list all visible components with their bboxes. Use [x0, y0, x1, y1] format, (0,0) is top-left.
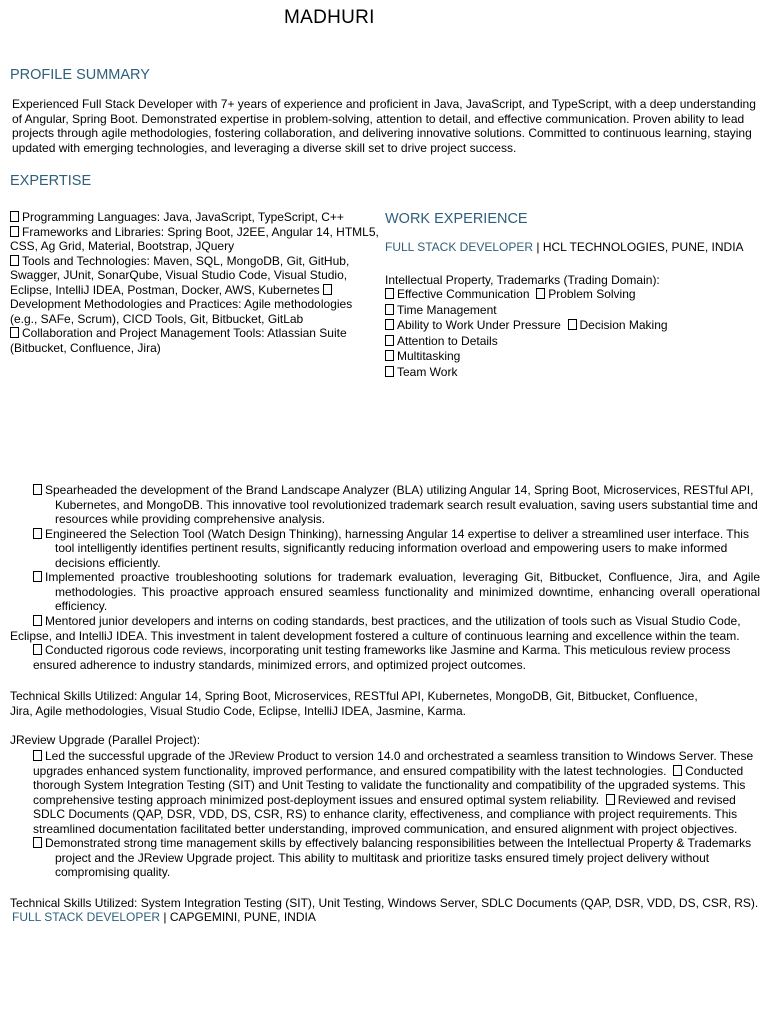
checkbox-glyph-icon	[33, 484, 42, 495]
job-title: FULL STACK DEVELOPER	[385, 240, 534, 254]
checkbox-glyph-icon	[33, 571, 42, 582]
profile-summary-heading: PROFILE SUMMARY	[10, 67, 150, 83]
checkbox-glyph-icon	[673, 765, 682, 776]
checkbox-glyph-icon	[385, 335, 394, 346]
expertise-item: Tools and Technologies: Maven, SQL, MongoDB, Git, GitHub, Swagger, JUnit, SonarQube, Visual Studio Code, Visual Studio, Eclipse, IntelliJ IDEA, Postman, Docker, AWS, Kubernetes Development Methodologies and Practices: Agile methodologies (e.g., SAFe, Scrum), CICD Tools, Git, Bitbucket, GitLab	[10, 253, 353, 326]
checkbox-glyph-icon	[385, 319, 394, 330]
list-item: Mentored junior developers and interns on coding standards, best practices, and the utilization of tools such as Visual Studio Code, Eclipse, and IntelliJ IDEA. This investment in talent development fostered a culture of continuous learning and excellence within the team.	[10, 614, 741, 643]
job-title: FULL STACK DEVELOPER	[12, 910, 161, 924]
checkbox-glyph-icon	[568, 319, 577, 330]
checkbox-glyph-icon	[536, 288, 545, 299]
expertise-heading: EXPERTISE	[10, 173, 92, 189]
project-bullets	[33, 749, 755, 880]
checkbox-glyph-icon	[10, 226, 19, 237]
checkbox-glyph-icon	[33, 528, 42, 539]
candidate-name: MADHURI	[284, 7, 375, 28]
list-item: Implemented proactive troubleshooting solutions for trademark evaluation, leveraging Git, Bitbucket, Confluence, Jira, and Agile methodologies. This proactive approach ensured seamless functionality and minimized downtime, enhancing overall operational efficiency.	[33, 570, 760, 614]
expertise-item: Programming Languages: Java, JavaScript, TypeScript, C++	[10, 210, 382, 225]
expertise-list	[10, 210, 382, 355]
checkbox-glyph-icon	[10, 255, 19, 266]
job-header	[385, 240, 760, 255]
soft-skills-list	[385, 287, 760, 380]
project-title: JReview Upgrade (Parallel Project):	[10, 733, 201, 747]
list-item: Engineered the Selection Tool (Watch Design Thinking), harnessing Angular 14 expertise to deliver a streamlined user interface. This tool intelligently identifies pertinent results, significantly reducing information overload and empowering users to make informed decisions efficiently.	[33, 527, 760, 571]
checkbox-glyph-icon	[606, 794, 615, 805]
expertise-item: Frameworks and Libraries: Spring Boot, J2EE, Angular 14, HTML5, CSS, Ag Grid, Material, Bootstrap, JQuery	[10, 224, 379, 253]
skill-row: Team Work	[385, 365, 760, 381]
skill-row: Effective Communication Problem Solving	[385, 287, 760, 303]
job-company: | HCL TECHNOLOGIES, PUNE, INDIA	[533, 240, 744, 254]
skill-row: Multitasking	[385, 349, 760, 365]
checkbox-glyph-icon	[33, 837, 42, 848]
list-item: Conducted rigorous code reviews, incorporating unit testing frameworks like Jasmine and Karma. This meticulous review process ensured adherence to industry standards, minimized errors, and optimized project outcomes.	[33, 643, 731, 672]
project-title: Intellectual Property, Trademarks (Trading Domain):	[385, 273, 660, 287]
expertise-item: Collaboration and Project Management Tools: Atlassian Suite (Bitbucket, Confluence, Jira)	[10, 326, 347, 355]
job-header	[12, 910, 752, 925]
skill-row: Ability to Work Under Pressure Decision Making	[385, 318, 760, 334]
list-item: Demonstrated strong time management skills by effectively balancing responsibilities between the Intellectual Property & Trademarks project and the JReview Upgrade project. This ability to multitask and prioritize tasks ensured timely project delivery without compromising quality.	[33, 836, 755, 880]
skill-row: Time Management	[385, 303, 760, 319]
technical-skills-utilized: Technical Skills Utilized: System Integration Testing (SIT), Unit Testing, Windows Server, SDLC Documents (QAP, DSR, VDD, DS, CSR, RS).	[10, 896, 759, 910]
profile-summary-text: Experienced Full Stack Developer with 7+ years of experience and proficient in Java, JavaScript, and TypeScript, with a deep understanding of Angular, Spring Boot. Demonstrated expertise in problem-solving, attention to detail, and effective communication. Proven ability to lead projects through agile methodologies, fostering collaboration, and delivering innovative solutions. Committed to continuous learning, staying updated with emerging technologies, and leveraging a diverse skill set to drive project success.	[12, 97, 756, 155]
checkbox-glyph-icon	[385, 288, 394, 299]
achievement-list-continued	[10, 614, 760, 672]
checkbox-glyph-icon	[33, 750, 42, 761]
skill-row: Attention to Details	[385, 334, 760, 350]
checkbox-glyph-icon	[385, 366, 394, 377]
checkbox-glyph-icon	[385, 350, 394, 361]
checkbox-glyph-icon	[10, 327, 19, 338]
list-item: Spearheaded the development of the Brand Landscape Analyzer (BLA) utilizing Angular 14, Spring Boot, Microservices, RESTful API, Kubernetes, and MongoDB. This innovative tool revolutionized trademark search result evaluation, saving users substantial time and resources while providing comprehensive analysis.	[33, 483, 760, 527]
checkbox-glyph-icon	[10, 211, 19, 222]
list-item: Led the successful upgrade of the JReview Product to version 14.0 and orchestrated a seamless transition to Windows Server. These upgrades enhanced system functionality, improved performance, and ensured compatibility with the latest technologies. Conducted thorough System Integration Testing (SIT) and Unit Testing to validate the functionality and compatibility of the upgraded systems. This comprehensive testing approach minimized post-deployment issues and ensured optimal system reliability. Reviewed and revised SDLC Documents (QAP, DSR, VDD, DS, CSR, RS) to enhance clarity, effectiveness, and compliance with project requirements. This streamlined documentation facilitated better understanding, improved communication, and ensured alignment with project objectives.	[33, 749, 754, 836]
checkbox-glyph-icon	[33, 615, 42, 626]
checkbox-glyph-icon	[323, 284, 332, 295]
job-company: | CAPGEMINI, PUNE, INDIA	[160, 910, 316, 924]
checkbox-glyph-icon	[33, 644, 42, 655]
technical-skills-utilized: Technical Skills Utilized: Angular 14, Spring Boot, Microservices, RESTful API, Kubernetes, MongoDB, Git, Bitbucket, Confluence, Jira, Agile methodologies, Visual Studio Code, Eclipse, IntelliJ IDEA, Jasmine, Karma.	[10, 689, 698, 718]
achievement-list	[33, 483, 760, 614]
work-experience-heading: WORK EXPERIENCE	[385, 211, 528, 227]
checkbox-glyph-icon	[385, 304, 394, 315]
